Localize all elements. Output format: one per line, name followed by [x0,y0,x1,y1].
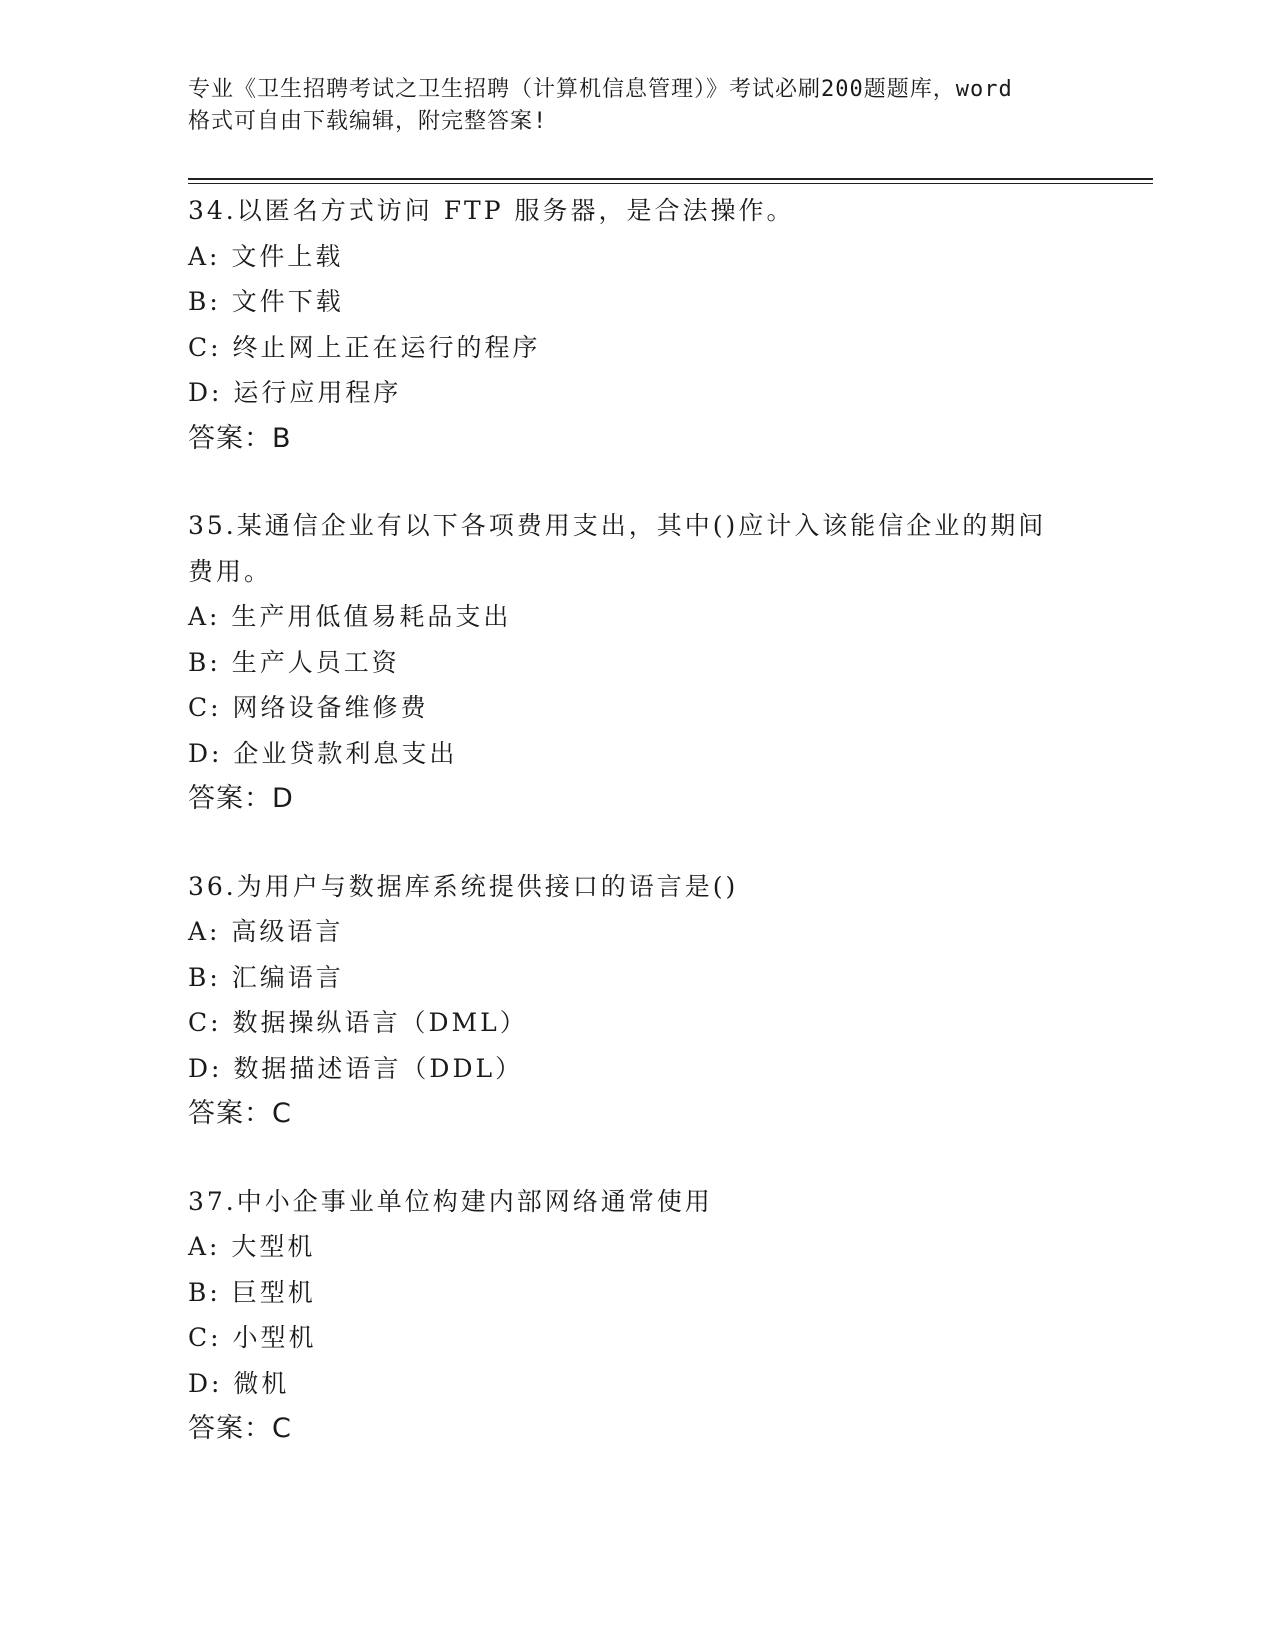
option-c: C: 小型机 [188,1323,317,1352]
answer: 答案：D [188,783,294,814]
option-d: D: 企业贷款利息支出 [188,738,458,768]
header-divider-thin [188,183,1153,184]
answer: 答案：B [188,422,292,454]
option-a: A: 高级语言 [188,917,344,946]
question-stem: 35.某通信企业有以下各项费用支出，其中()应计入该能信企业的期间 [188,511,1047,540]
question-list [188,188,1088,1494]
option-a: A: 文件上载 [188,241,344,271]
header-line-2: 格式可自由下载编辑，附完整答案! [188,109,548,134]
option-d: D: 运行应用程序 [188,378,402,407]
question-stem: 34.以匿名方式访问 FTP 服务器，是合法操作。 [188,196,795,225]
answer: 答案：C [188,1413,292,1444]
option-b: B: 生产人员工资 [188,647,400,677]
option-b: B: 巨型机 [188,1277,316,1307]
option-d: D: 数据描述语言（DDL） [188,1053,524,1083]
question-36 [188,864,1088,1137]
option-c: C: 网络设备维修费 [188,693,429,722]
question-stem-continued: 费用。 [188,556,273,586]
option-c: C: 数据操纵语言（DML） [188,1008,528,1037]
header-divider-thick [188,178,1153,180]
question-stem: 36.为用户与数据库系统提供接口的语言是() [188,871,739,901]
option-a: A: 生产用低值易耗品支出 [188,602,512,631]
question-37 [188,1179,1088,1452]
document-header [188,74,1088,138]
answer: 答案：C [188,1098,292,1129]
question-34 [188,188,1088,461]
question-stem: 37.中小企事业单位构建内部网络通常使用 [188,1186,713,1216]
header-line-1: 专业《卫生招聘考试之卫生招聘（计算机信息管理）》考试必刷200题题库，word [188,77,1013,102]
option-d: D: 微机 [188,1368,290,1398]
option-c: C: 终止网上正在运行的程序 [188,332,541,362]
option-b: B: 汇编语言 [188,962,344,992]
option-a: A: 大型机 [188,1232,316,1261]
question-35 [188,503,1088,822]
option-b: B: 文件下载 [188,287,344,316]
